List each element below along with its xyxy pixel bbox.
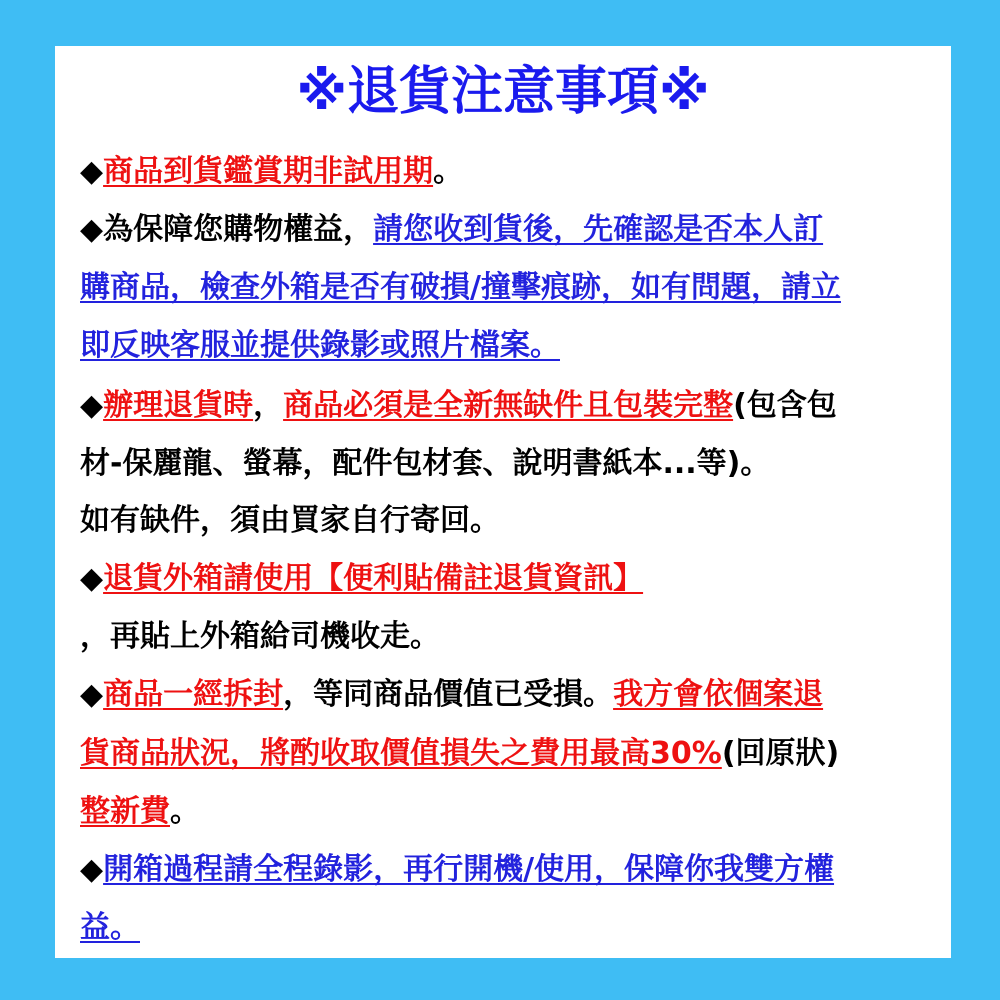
text-segment: (包含包: [733, 388, 837, 423]
line-1: [80, 152, 463, 192]
text-segment: ◆: [80, 852, 104, 887]
notice-title: ※退貨注意事項※: [296, 62, 710, 122]
emphasis-text: 辦理退貨時: [103, 388, 254, 423]
text-segment: ◆為保障您購物權益，: [80, 212, 374, 247]
emphasis-text: 購商品，檢查外箱是否有破損/撞擊痕跡，如有問題，請立: [80, 270, 841, 305]
emphasis-text: 請您收到貨後，先確認是否本人訂: [373, 212, 824, 247]
text-segment: 。: [433, 154, 464, 189]
emphasis-text: 商品一經拆封: [103, 677, 284, 712]
line-8: [80, 559, 643, 599]
line-12: [80, 792, 200, 832]
text-segment: (回原狀): [721, 736, 840, 771]
text-segment: ◆: [80, 154, 104, 189]
text-segment: ，: [253, 388, 284, 423]
text-segment: 。: [170, 794, 200, 829]
text-segment: ◆: [80, 561, 104, 596]
line-14: [80, 908, 140, 948]
line-3: [80, 268, 841, 308]
text-segment: ◆: [80, 677, 104, 712]
line-10: [80, 675, 823, 715]
line-11: [80, 734, 839, 774]
emphasis-text: 商品必須是全新無缺件且包裝完整: [283, 388, 734, 423]
text-segment: ，等同商品價值已受損。: [283, 677, 614, 712]
emphasis-text: 益。: [80, 910, 140, 945]
emphasis-text: 貨商品狀況，將酌收取價值損失之費用最高30%: [80, 736, 722, 771]
line-13: [80, 850, 834, 890]
emphasis-text: 開箱過程請全程錄影，再行開機/使用，保障你我雙方權: [103, 852, 835, 887]
line-2: [80, 210, 823, 250]
emphasis-text: 我方會依個案退: [613, 677, 824, 712]
emphasis-text: 退貨外箱請使用【便利貼備註退貨資訊】: [103, 561, 644, 596]
emphasis-text: 即反映客服並提供錄影或照片檔案。: [80, 328, 560, 363]
text-segment: 材-保麗龍、螢幕，配件包材套、說明書紙本...等)。: [80, 446, 771, 481]
line-5: [80, 386, 837, 426]
text-segment: 如有缺件，須由買家自行寄回。: [80, 503, 500, 538]
text-segment: ，再貼上外箱給司機收走。: [80, 619, 440, 654]
line-7: [80, 501, 500, 541]
emphasis-text: 整新費: [80, 794, 170, 829]
text-segment: ◆: [80, 388, 104, 423]
line-9: [80, 617, 440, 657]
line-6: [80, 444, 770, 484]
emphasis-text: 商品到貨鑑賞期非試用期: [103, 154, 434, 189]
line-4: [80, 326, 560, 366]
notice-card: [55, 46, 951, 958]
